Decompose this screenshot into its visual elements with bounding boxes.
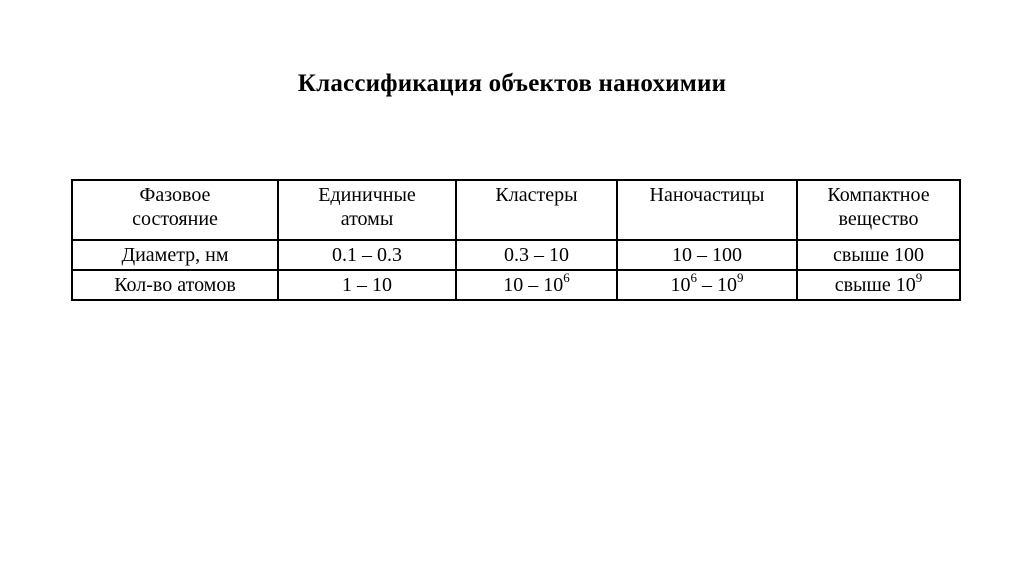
value-text: 10 bbox=[670, 274, 691, 296]
header-text-line: Кластеры bbox=[495, 184, 578, 206]
header-text-line: Наночастицы bbox=[649, 184, 765, 206]
value-text: – 10 bbox=[697, 274, 737, 296]
exponent: 6 bbox=[563, 270, 570, 286]
cell-diameter-nanoparticles: 10 – 100 bbox=[617, 240, 797, 270]
table-row-atom-count bbox=[72, 270, 960, 300]
header-text-line: состояние bbox=[132, 208, 218, 230]
exponent: 6 bbox=[690, 270, 697, 286]
cell-atoms-compact bbox=[797, 270, 960, 300]
header-text-line: Фазовое bbox=[139, 184, 211, 206]
header-cell-nanoparticles bbox=[617, 180, 797, 240]
exponent: 9 bbox=[915, 270, 923, 286]
slide-title: Классификация объектов нанохимии bbox=[297, 70, 727, 97]
cell-atoms-clusters bbox=[456, 270, 617, 300]
header-text-line: Компактное bbox=[827, 184, 930, 206]
header-cell-compact-substance bbox=[797, 180, 960, 240]
cell-atoms-single-atoms: 1 – 10 bbox=[278, 270, 456, 300]
header-text-line: Единичные bbox=[318, 184, 416, 206]
table-row-diameter bbox=[72, 240, 960, 270]
row-label-atom-count: Кол-во атомов bbox=[72, 270, 278, 300]
classification-table bbox=[71, 179, 961, 301]
table-header-row bbox=[72, 180, 960, 240]
value-text: свыше 10 bbox=[834, 274, 916, 296]
header-text-line: атомы bbox=[340, 208, 394, 230]
header-cell-single-atoms bbox=[278, 180, 456, 240]
cell-atoms-nanoparticles bbox=[617, 270, 797, 300]
exponent: 9 bbox=[737, 270, 744, 286]
value-text: 10 – 10 bbox=[503, 274, 564, 296]
row-label-diameter: Диаметр, нм bbox=[72, 240, 278, 270]
cell-diameter-clusters: 0.3 – 10 bbox=[456, 240, 617, 270]
cell-diameter-compact: свыше 100 bbox=[797, 240, 960, 270]
cell-diameter-single-atoms: 0.1 – 0.3 bbox=[278, 240, 456, 270]
header-cell-phase-state bbox=[72, 180, 278, 240]
header-cell-clusters bbox=[456, 180, 617, 240]
header-text-line: вещество bbox=[838, 208, 919, 230]
